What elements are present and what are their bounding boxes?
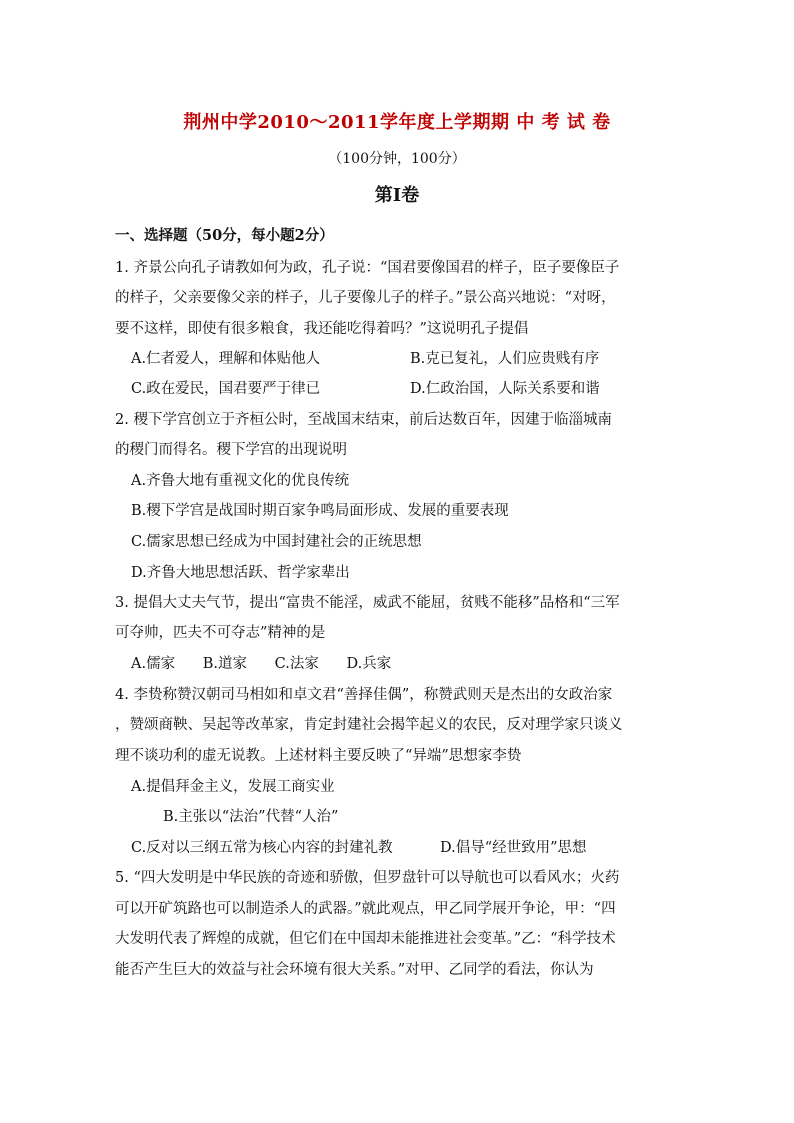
question-5-line-2: 可以开矿筑路也可以制造杀人的武器。”就此观点，甲乙同学展开争论，甲：“四 bbox=[115, 901, 616, 917]
question-1-option-d: D.仁政治国，人际关系要和谐 bbox=[410, 381, 600, 397]
exam-duration-score: （100分钟，100分） bbox=[328, 151, 466, 167]
question-3-options: A.儒家 B.道家 C.法家 D.兵家 bbox=[131, 656, 392, 672]
volume-heading: 第Ⅰ卷 bbox=[374, 185, 420, 206]
question-3-line-2: 可夺帅，匹夫不可夺志”精神的是 bbox=[115, 625, 326, 641]
question-2-option-d: D.齐鲁大地思想活跃、哲学家辈出 bbox=[131, 565, 350, 581]
question-5-line-3: 大发明代表了辉煌的成就，但它们在中国却未能推进社会变革。”乙：“科学技术 bbox=[115, 931, 616, 947]
question-4-line-3: 理不谈功利的虚无说教。上述材料主要反映了“异端”思想家李贽 bbox=[115, 748, 522, 764]
question-1-line-3: 要不这样，即使有很多粮食，我还能吃得着吗？”这说明孔子提倡 bbox=[115, 321, 529, 337]
question-5-line-1: 5. “四大发明是中华民族的奇迹和骄傲，但罗盘针可以导航也可以看风水；火药 bbox=[115, 870, 620, 886]
question-2-option-c: C.儒家思想已经成为中国封建社会的正统思想 bbox=[131, 534, 422, 550]
question-4-option-d: D.倡导“经世致用”思想 bbox=[440, 840, 587, 856]
question-2-line-2: 的稷门而得名。稷下学宫的出现说明 bbox=[115, 442, 347, 458]
question-3-line-1: 3. 提倡大丈夫气节，提出“富贵不能淫，威武不能屈，贫贱不能移”品格和“三军 bbox=[115, 595, 620, 611]
question-5-line-4: 能否产生巨大的效益与社会环境有很大关系。”对甲、乙同学的看法，你认为 bbox=[115, 962, 594, 978]
question-2-line-1: 2. 稷下学宫创立于齐桓公时，至战国末结束，前后达数百年，因建于临淄城南 bbox=[115, 412, 612, 428]
question-1-option-a: A.仁者爱人，理解和体贴他人 bbox=[131, 351, 321, 367]
question-1-option-b: B.克已复礼，人们应贵贱有序 bbox=[410, 351, 600, 367]
question-4-option-c: C.反对以三纲五常为核心内容的封建礼教 bbox=[131, 840, 393, 856]
exam-title: 荆州中学2010～2011学年度上学期期 中 考 试 卷 bbox=[183, 112, 611, 133]
question-4-option-a: A.提倡拜金主义，发展工商实业 bbox=[131, 779, 335, 795]
question-4-line-1: 4. 李贽称赞汉朝司马相如和卓文君“善择佳偶”，称赞武则天是杰出的女政治家 bbox=[115, 687, 613, 703]
question-4-line-2: ，赞颂商鞅、吴起等改革家，肯定封建社会揭竿起义的农民，反对理学家只谈义 bbox=[115, 717, 623, 733]
section-heading: 一、选择题（50分，每小题2分） bbox=[115, 227, 334, 244]
question-1-line-2: 的样子，父亲要像父亲的样子，儿子要像儿子的样子。”景公高兴地说：“对呀， bbox=[115, 290, 616, 306]
question-2-option-a: A.齐鲁大地有重视文化的优良传统 bbox=[131, 473, 350, 489]
question-1-option-c: C.政在爱民，国君要严于律已 bbox=[131, 381, 321, 397]
question-4-option-b: B.主张以“法治”代替“人治” bbox=[163, 809, 339, 825]
question-1-line-1: 1. 齐景公向孔子请教如何为政，孔子说：“国君要像国君的样子，臣子要像臣子 bbox=[115, 260, 620, 276]
question-2-option-b: B.稷下学宫是战国时期百家争鸣局面形成、发展的重要表现 bbox=[131, 503, 509, 519]
